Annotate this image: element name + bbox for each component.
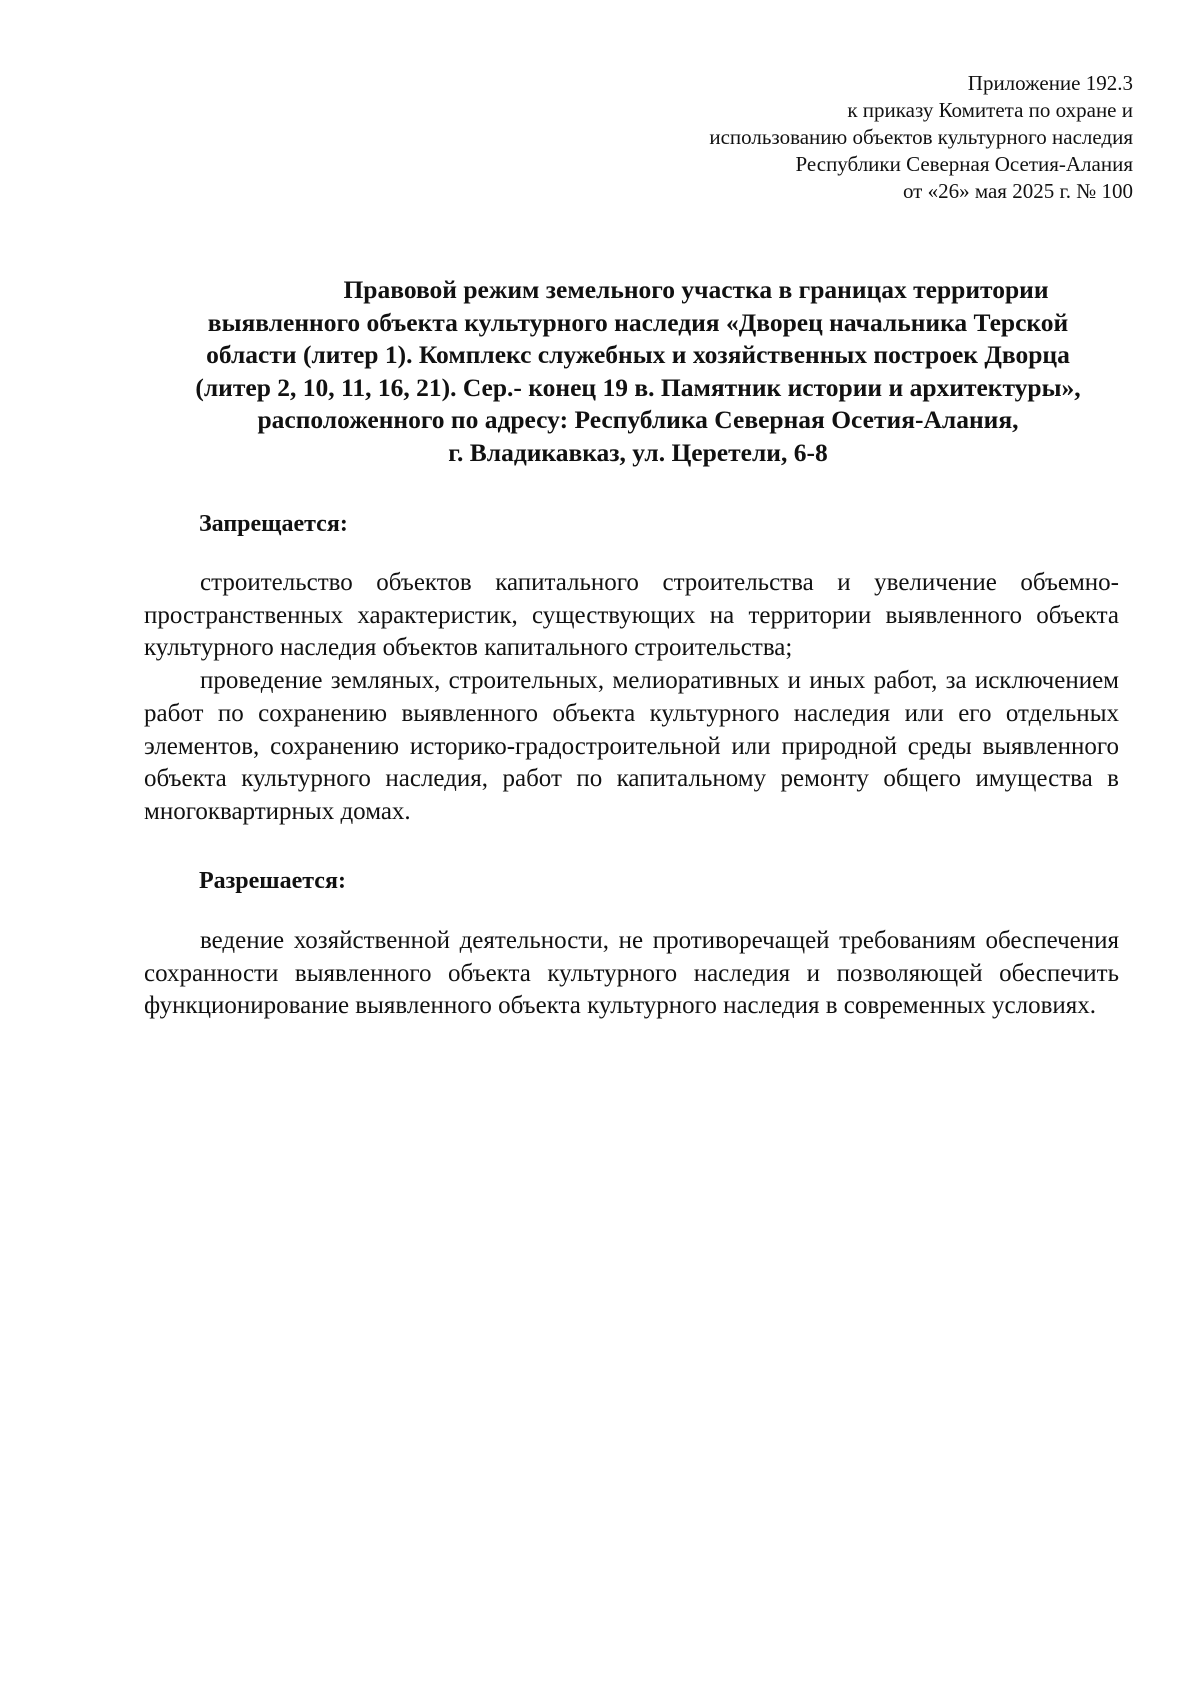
prohibited-paragraph: строительство объектов капитального строительства и увеличение объемно-пространственных характеристик, существующих на территории выявленного объекта культурного наследия объектов капитального строительства; xyxy=(144,569,1119,662)
permitted-heading: Разрешается: xyxy=(199,868,346,894)
permitted-paragraph: ведение хозяйственной деятельности, не противоречащей требованиям обеспечения сохранности выявленного объекта культурного наследия и позволяющей обеспечить функционирование выявленного объекта культурного наследия в современных условиях. xyxy=(144,927,1119,1020)
title-line: расположенного по адресу: Республика Северная Осетия-Алания, xyxy=(257,405,1019,434)
prohibited-section xyxy=(144,567,1119,829)
title-line: г. Владикавказ, ул. Церетели, 6-8 xyxy=(448,437,828,467)
permitted-section xyxy=(144,925,1119,1023)
appendix-number: Приложение 192.3 xyxy=(967,71,1133,95)
title-line: (литер 2, 10, 11, 16, 21). Сер.- конец 19 в. Памятник истории и архитектуры», xyxy=(195,372,1081,402)
title-line: Правовой режим земельного участка в границах территории xyxy=(343,275,1049,304)
appendix-order-ref: к приказу Комитета по охране и xyxy=(847,98,1133,122)
document-title xyxy=(138,274,1138,469)
title-line: области (литер 1). Комплекс служебных и хозяйственных построек Дворца xyxy=(206,340,1070,369)
appendix-committee: использованию объектов культурного наследия xyxy=(709,125,1133,149)
appendix-republic: Республики Северная Осетия-Алания xyxy=(795,152,1133,176)
prohibited-paragraph: проведение земляных, строительных, мелиоративных и иных работ, за исключением работ по сохранению выявленного объекта культурного наследия или его отдельных элементов, сохранению историко-градостроительной или природной среды выявленного объекта культурного наследия, работ по капитальному ремонту общего имущества в многоквартирных домах. xyxy=(144,667,1119,825)
appendix-block xyxy=(573,70,1133,205)
appendix-date: от «26» мая 2025 г. № 100 xyxy=(902,179,1133,203)
title-line: выявленного объекта культурного наследия «Дворец начальника Терской xyxy=(207,307,1069,337)
prohibited-heading: Запрещается: xyxy=(199,511,348,537)
